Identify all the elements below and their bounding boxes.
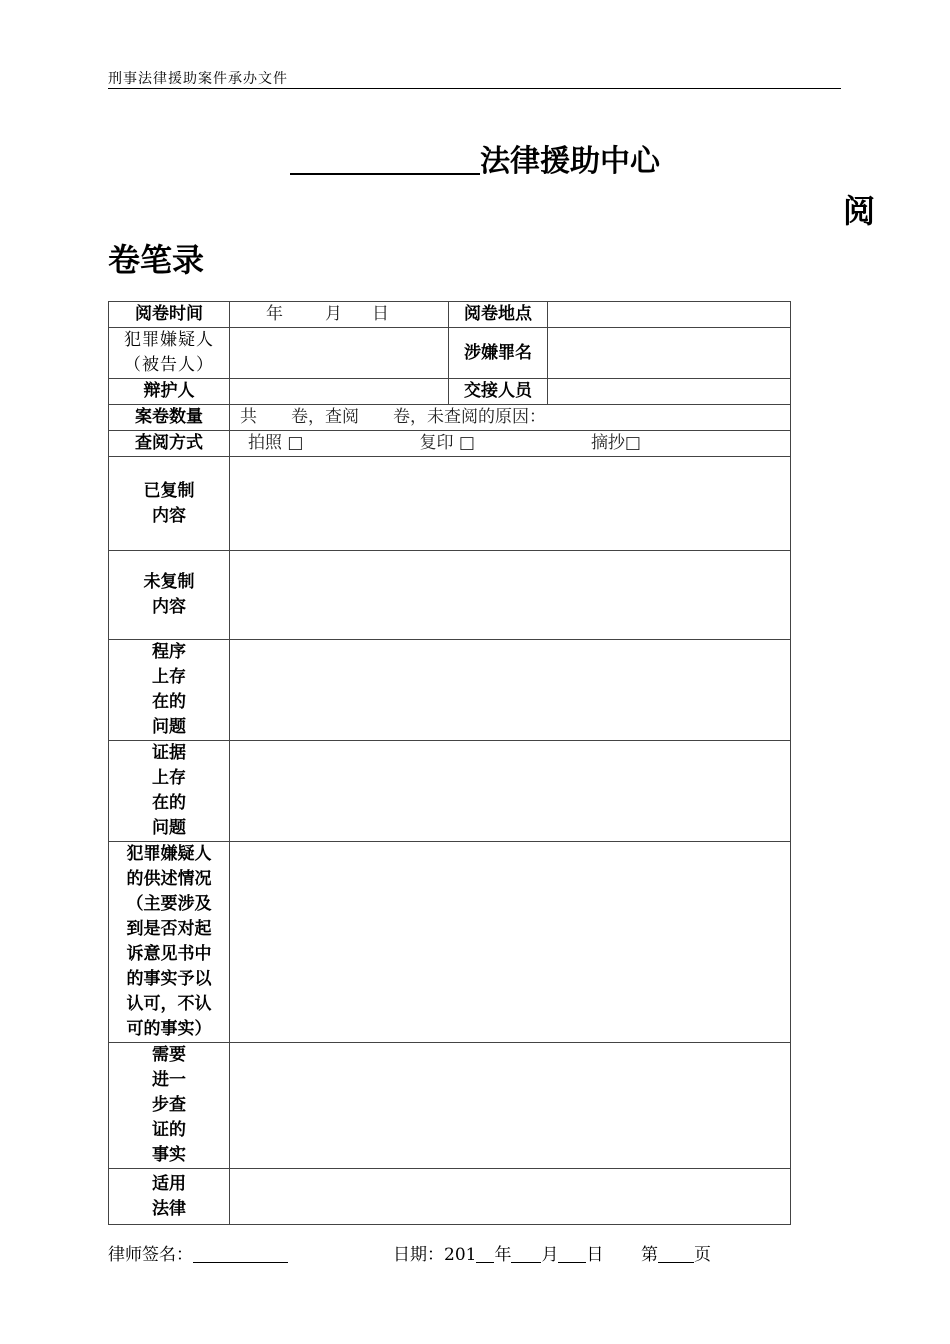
further-verification-field[interactable] <box>230 1043 791 1169</box>
page-title <box>0 136 950 180</box>
volume-field[interactable]: 共 卷，查阅 卷，未查阅的原因： <box>230 405 791 431</box>
table-row <box>109 302 791 328</box>
procedure-issues-label: 程序上存在的问题 <box>109 640 230 741</box>
procedure-issues-field[interactable] <box>230 640 791 741</box>
handover-field[interactable] <box>548 379 791 405</box>
title-line2: 阅 <box>843 192 876 230</box>
table-row <box>109 842 791 1043</box>
footer-page <box>641 1240 711 1265</box>
month-blank[interactable] <box>511 1244 541 1263</box>
not-copied-content-label: 未复制内容 <box>109 551 230 640</box>
suspect-field[interactable] <box>230 328 449 379</box>
copied-content-label: 已复制内容 <box>109 457 230 551</box>
applicable-law-field[interactable] <box>230 1169 791 1225</box>
suspect-statement-field[interactable] <box>230 842 791 1043</box>
defender-label: 辩护人 <box>109 379 230 405</box>
lawyer-sign-blank[interactable] <box>193 1244 288 1263</box>
title-suffix: 法律援助中心 <box>480 144 660 179</box>
footer-month-label: 月 <box>541 1245 559 1265</box>
method-copy-checkbox[interactable]: 复印 □ <box>419 433 475 453</box>
day-blank[interactable] <box>558 1244 586 1263</box>
table-row <box>109 328 791 379</box>
table-row <box>109 1043 791 1169</box>
footer-year-label: 年 <box>494 1245 512 1265</box>
footer-date <box>393 1240 603 1265</box>
table-row <box>109 457 791 551</box>
date-year-label: 年 <box>266 304 283 324</box>
review-time-label: 阅卷时间 <box>109 302 230 328</box>
evidence-issues-field[interactable] <box>230 741 791 842</box>
table-row <box>109 379 791 405</box>
review-place-field[interactable] <box>548 302 791 328</box>
year-blank[interactable] <box>476 1244 494 1263</box>
review-place-label: 阅卷地点 <box>449 302 548 328</box>
date-prefix: 日期：201 <box>393 1245 477 1265</box>
table-row <box>109 405 791 431</box>
date-day-label: 日 <box>372 304 389 324</box>
page-number-blank[interactable] <box>658 1244 694 1263</box>
lawyer-signature <box>108 1240 288 1265</box>
table-row <box>109 741 791 842</box>
suspect-label: 犯罪嫌疑人（被告人） <box>109 328 230 379</box>
footer-day-label: 日 <box>586 1245 604 1265</box>
method-photo-checkbox[interactable]: 拍照 □ <box>248 433 304 453</box>
evidence-issues-label: 证据上存在的问题 <box>109 741 230 842</box>
suspect-statement-label: 犯罪嫌疑人的供述情况（主要涉及到是否对起诉意见书中的事实予以认可，不认可的事实） <box>109 842 230 1043</box>
not-copied-content-field[interactable] <box>230 551 791 640</box>
table-row <box>109 640 791 741</box>
crime-label: 涉嫌罪名 <box>449 328 548 379</box>
handover-label: 交接人员 <box>449 379 548 405</box>
table-row <box>109 551 791 640</box>
further-verification-label: 需要进一步查证的事实 <box>109 1043 230 1169</box>
document-header: 刑事法律援助案件承办文件 <box>108 68 841 89</box>
lawyer-sign-label: 律师签名： <box>108 1245 193 1265</box>
title-line3: 卷笔录 <box>108 241 205 279</box>
copied-content-field[interactable] <box>230 457 791 551</box>
method-field <box>230 431 791 457</box>
applicable-law-label: 适用法律 <box>109 1169 230 1225</box>
review-record-table <box>108 301 791 1225</box>
defender-field[interactable] <box>230 379 449 405</box>
review-time-field[interactable] <box>230 302 449 328</box>
center-name-blank[interactable] <box>290 143 480 175</box>
volume-label: 案卷数量 <box>109 405 230 431</box>
method-excerpt-checkbox[interactable]: 摘抄□ <box>590 433 641 453</box>
page-suffix: 页 <box>694 1245 711 1265</box>
table-row <box>109 431 791 457</box>
date-month-label: 月 <box>325 304 342 324</box>
table-row <box>109 1169 791 1225</box>
page-prefix: 第 <box>641 1245 658 1265</box>
crime-field[interactable] <box>548 328 791 379</box>
method-label: 查阅方式 <box>109 431 230 457</box>
